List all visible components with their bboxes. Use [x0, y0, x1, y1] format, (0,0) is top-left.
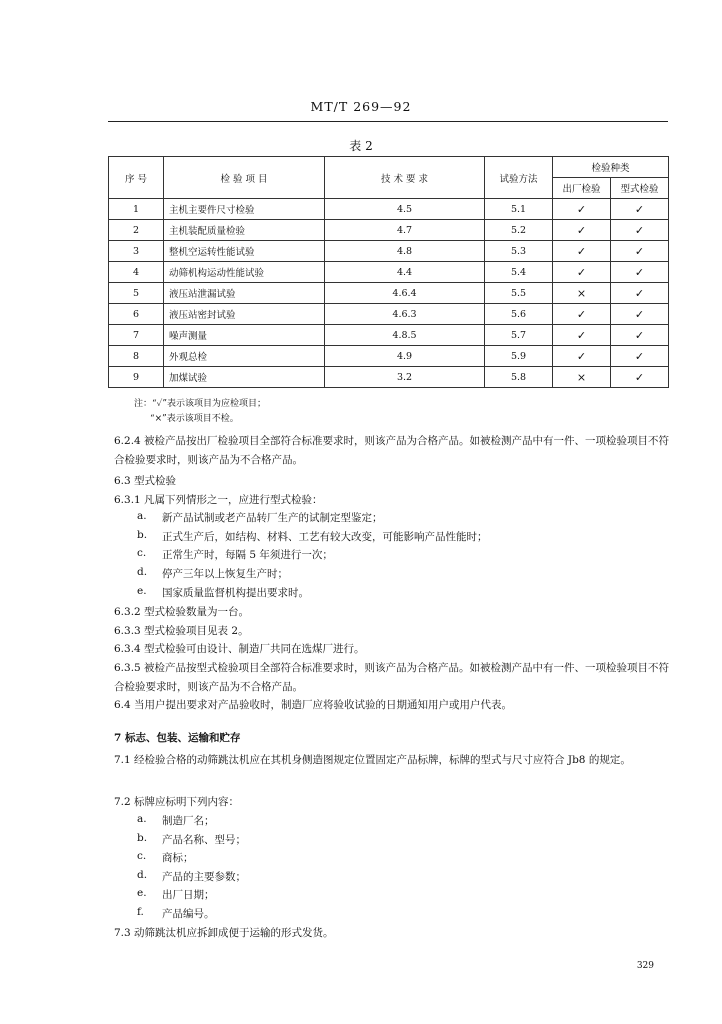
row-number: 8 — [109, 346, 164, 367]
list-7-2-item-text: 产品的主要参数； — [162, 870, 246, 883]
row-factory-check: ✓ — [553, 262, 611, 283]
para-6-3-5: 6.3.5 被检产品按型式检验项目全部符合标准要求时，则该产品为合格产品。如被检测产品中有一件、一项检验项目不符合检验要求时，则该产品为不合格产品。 — [114, 662, 670, 693]
list-7-2-item-text: 产品名称、型号； — [162, 833, 246, 846]
row-factory-check: × — [553, 283, 611, 304]
row-item: 整机空运转性能试验 — [164, 241, 325, 262]
row-type-check: ✓ — [611, 220, 669, 241]
row-number: 5 — [109, 283, 164, 304]
row-test-method: 5.9 — [485, 346, 553, 367]
col-header-item: 检 验 项 目 — [164, 157, 325, 199]
section-6-3: 6.3 型式检验 — [114, 475, 177, 487]
list-6-3-1-item-text: 新产品试制或老产品转厂生产的试制定型鉴定； — [162, 512, 383, 524]
col-header-tech: 技 术 要 求 — [325, 157, 485, 199]
table-row — [109, 262, 669, 283]
para-6-3-3: 6.3.3 型式检验项目见表 2。 — [114, 625, 249, 637]
list-6-3-1-item-key: b. — [137, 528, 148, 541]
row-tech-req: 3.2 — [325, 367, 485, 388]
row-item: 液压站泄漏试验 — [164, 283, 325, 304]
row-number: 1 — [109, 199, 164, 220]
row-number: 4 — [109, 262, 164, 283]
table-row — [109, 367, 669, 388]
row-test-method: 5.7 — [485, 325, 553, 346]
row-factory-check: ✓ — [553, 241, 611, 262]
row-number: 6 — [109, 304, 164, 325]
list-7-2-item-key: c. — [137, 850, 147, 862]
row-tech-req: 4.9 — [325, 346, 485, 367]
row-type-check: ✓ — [611, 283, 669, 304]
para-6-4: 6.4 当用户提出要求对产品验收时，制造厂应将验收试验的日期通知用户或用户代表。 — [114, 699, 513, 711]
row-factory-check: ✓ — [553, 199, 611, 220]
table-caption: 表 2 — [349, 139, 373, 153]
row-factory-check: × — [553, 367, 611, 388]
list-6-3-1-item-key: e. — [137, 584, 147, 597]
row-tech-req: 4.4 — [325, 262, 485, 283]
para-7-3: 7.3 动筛跳汰机应拆卸成便于运输的形式发货。 — [114, 927, 334, 939]
list-6-3-1-item-key: a. — [137, 510, 147, 522]
list-7-2-item-text: 产品编号。 — [162, 907, 215, 920]
row-tech-req: 4.7 — [325, 220, 485, 241]
row-number: 2 — [109, 220, 164, 241]
row-type-check: ✓ — [611, 241, 669, 262]
row-test-method: 5.3 — [485, 241, 553, 262]
table-row — [109, 199, 669, 220]
list-7-2-item-key: a. — [137, 813, 147, 825]
row-test-method: 5.8 — [485, 367, 553, 388]
row-item: 动筛机构运动性能试验 — [164, 262, 325, 283]
row-type-check: ✓ — [611, 199, 669, 220]
row-type-check: ✓ — [611, 304, 669, 325]
list-7-2-item-text: 商标； — [162, 852, 194, 864]
row-type-check: ✓ — [611, 325, 669, 346]
table-note-2: “×”表示该项目不检。 — [150, 414, 239, 424]
row-type-check: ✓ — [611, 262, 669, 283]
standard-code-header: MT/T 269—92 — [310, 99, 412, 114]
para-7-2: 7.2 标牌应标明下列内容： — [114, 796, 240, 808]
table-row — [109, 220, 669, 241]
row-factory-check: ✓ — [553, 346, 611, 367]
inspection-table — [108, 156, 669, 388]
row-factory-check: ✓ — [553, 304, 611, 325]
row-item: 主机主要件尺寸检验 — [164, 199, 325, 220]
row-tech-req: 4.6.4 — [325, 283, 485, 304]
row-item: 噪声测量 — [164, 325, 325, 346]
row-number: 3 — [109, 241, 164, 262]
row-test-method: 5.4 — [485, 262, 553, 283]
table-note-1: 注：“✓”表示该项目为应检项目； — [134, 399, 267, 409]
col-header-type: 型式检验 — [611, 178, 669, 199]
row-tech-req: 4.8 — [325, 241, 485, 262]
table-row — [109, 325, 669, 346]
para-6-3-1: 6.3.1 凡属下列情形之一，应进行型式检验： — [114, 494, 323, 506]
section-7: 7 标志、包装、运输和贮存 — [114, 732, 241, 744]
row-tech-req: 4.8.5 — [325, 325, 485, 346]
list-6-3-1-item-key: c. — [137, 547, 147, 560]
list-6-3-1-item-text: 正式生产后，如结构、材料、工艺有较大改变，可能影响产品性能时； — [162, 530, 488, 543]
list-6-3-1-item-text: 国家质量监督机构提出要求时。 — [162, 586, 309, 599]
list-6-3-1-item-key: d. — [137, 566, 148, 579]
row-type-check: ✓ — [611, 367, 669, 388]
row-test-method: 5.2 — [485, 220, 553, 241]
col-header-method: 试验方法 — [485, 157, 553, 199]
col-header-factory: 出厂检验 — [553, 178, 611, 199]
row-factory-check: ✓ — [553, 220, 611, 241]
row-test-method: 5.6 — [485, 304, 553, 325]
para-6-3-4: 6.3.4 型式检验可由设计、制造厂共同在选煤厂进行。 — [114, 643, 365, 655]
page-number: 329 — [636, 961, 654, 971]
row-number: 9 — [109, 367, 164, 388]
col-header-kind: 检验种类 — [553, 157, 669, 178]
table-row — [109, 241, 669, 262]
list-7-2-item-key: f. — [137, 905, 144, 918]
row-test-method: 5.1 — [485, 199, 553, 220]
row-tech-req: 4.5 — [325, 199, 485, 220]
list-6-3-1-item-text: 停产三年以上恢复生产时； — [162, 568, 288, 581]
row-item: 加煤试验 — [164, 367, 325, 388]
row-number: 7 — [109, 325, 164, 346]
para-6-3-2: 6.3.2 型式检验数量为一台。 — [114, 606, 250, 618]
row-type-check: ✓ — [611, 346, 669, 367]
list-7-2-item-text: 制造厂名； — [162, 815, 215, 827]
list-7-2-item-key: b. — [137, 831, 148, 844]
row-item: 液压站密封试验 — [164, 304, 325, 325]
row-item: 主机装配质量检验 — [164, 220, 325, 241]
para-6-2-4: 6.2.4 被检产品按出厂检验项目全部符合标准要求时，则该产品为合格产品。如被检测产品中有一件、一项检验项目不符合检验要求时，则该产品为不合格产品。 — [114, 435, 670, 466]
row-factory-check: ✓ — [553, 325, 611, 346]
list-6-3-1-item-text: 正常生产时，每隔 5 年须进行一次； — [162, 549, 333, 562]
table-row — [109, 304, 669, 325]
list-7-2-item-key: e. — [137, 887, 147, 899]
row-tech-req: 4.6.3 — [325, 304, 485, 325]
table-row — [109, 283, 669, 304]
header-rule — [108, 121, 668, 122]
col-header-seq: 序 号 — [109, 157, 164, 199]
para-7-1: 7.1 经检验合格的动筛跳汰机应在其机身侧造图规定位置固定产品标牌，标牌的型式与尺寸应符合 Jb8 的规定。 — [114, 754, 631, 766]
list-7-2-item-text: 出厂日期； — [162, 889, 215, 901]
table-row — [109, 346, 669, 367]
row-item: 外观总检 — [164, 346, 325, 367]
list-7-2-item-key: d. — [137, 868, 148, 881]
row-test-method: 5.5 — [485, 283, 553, 304]
